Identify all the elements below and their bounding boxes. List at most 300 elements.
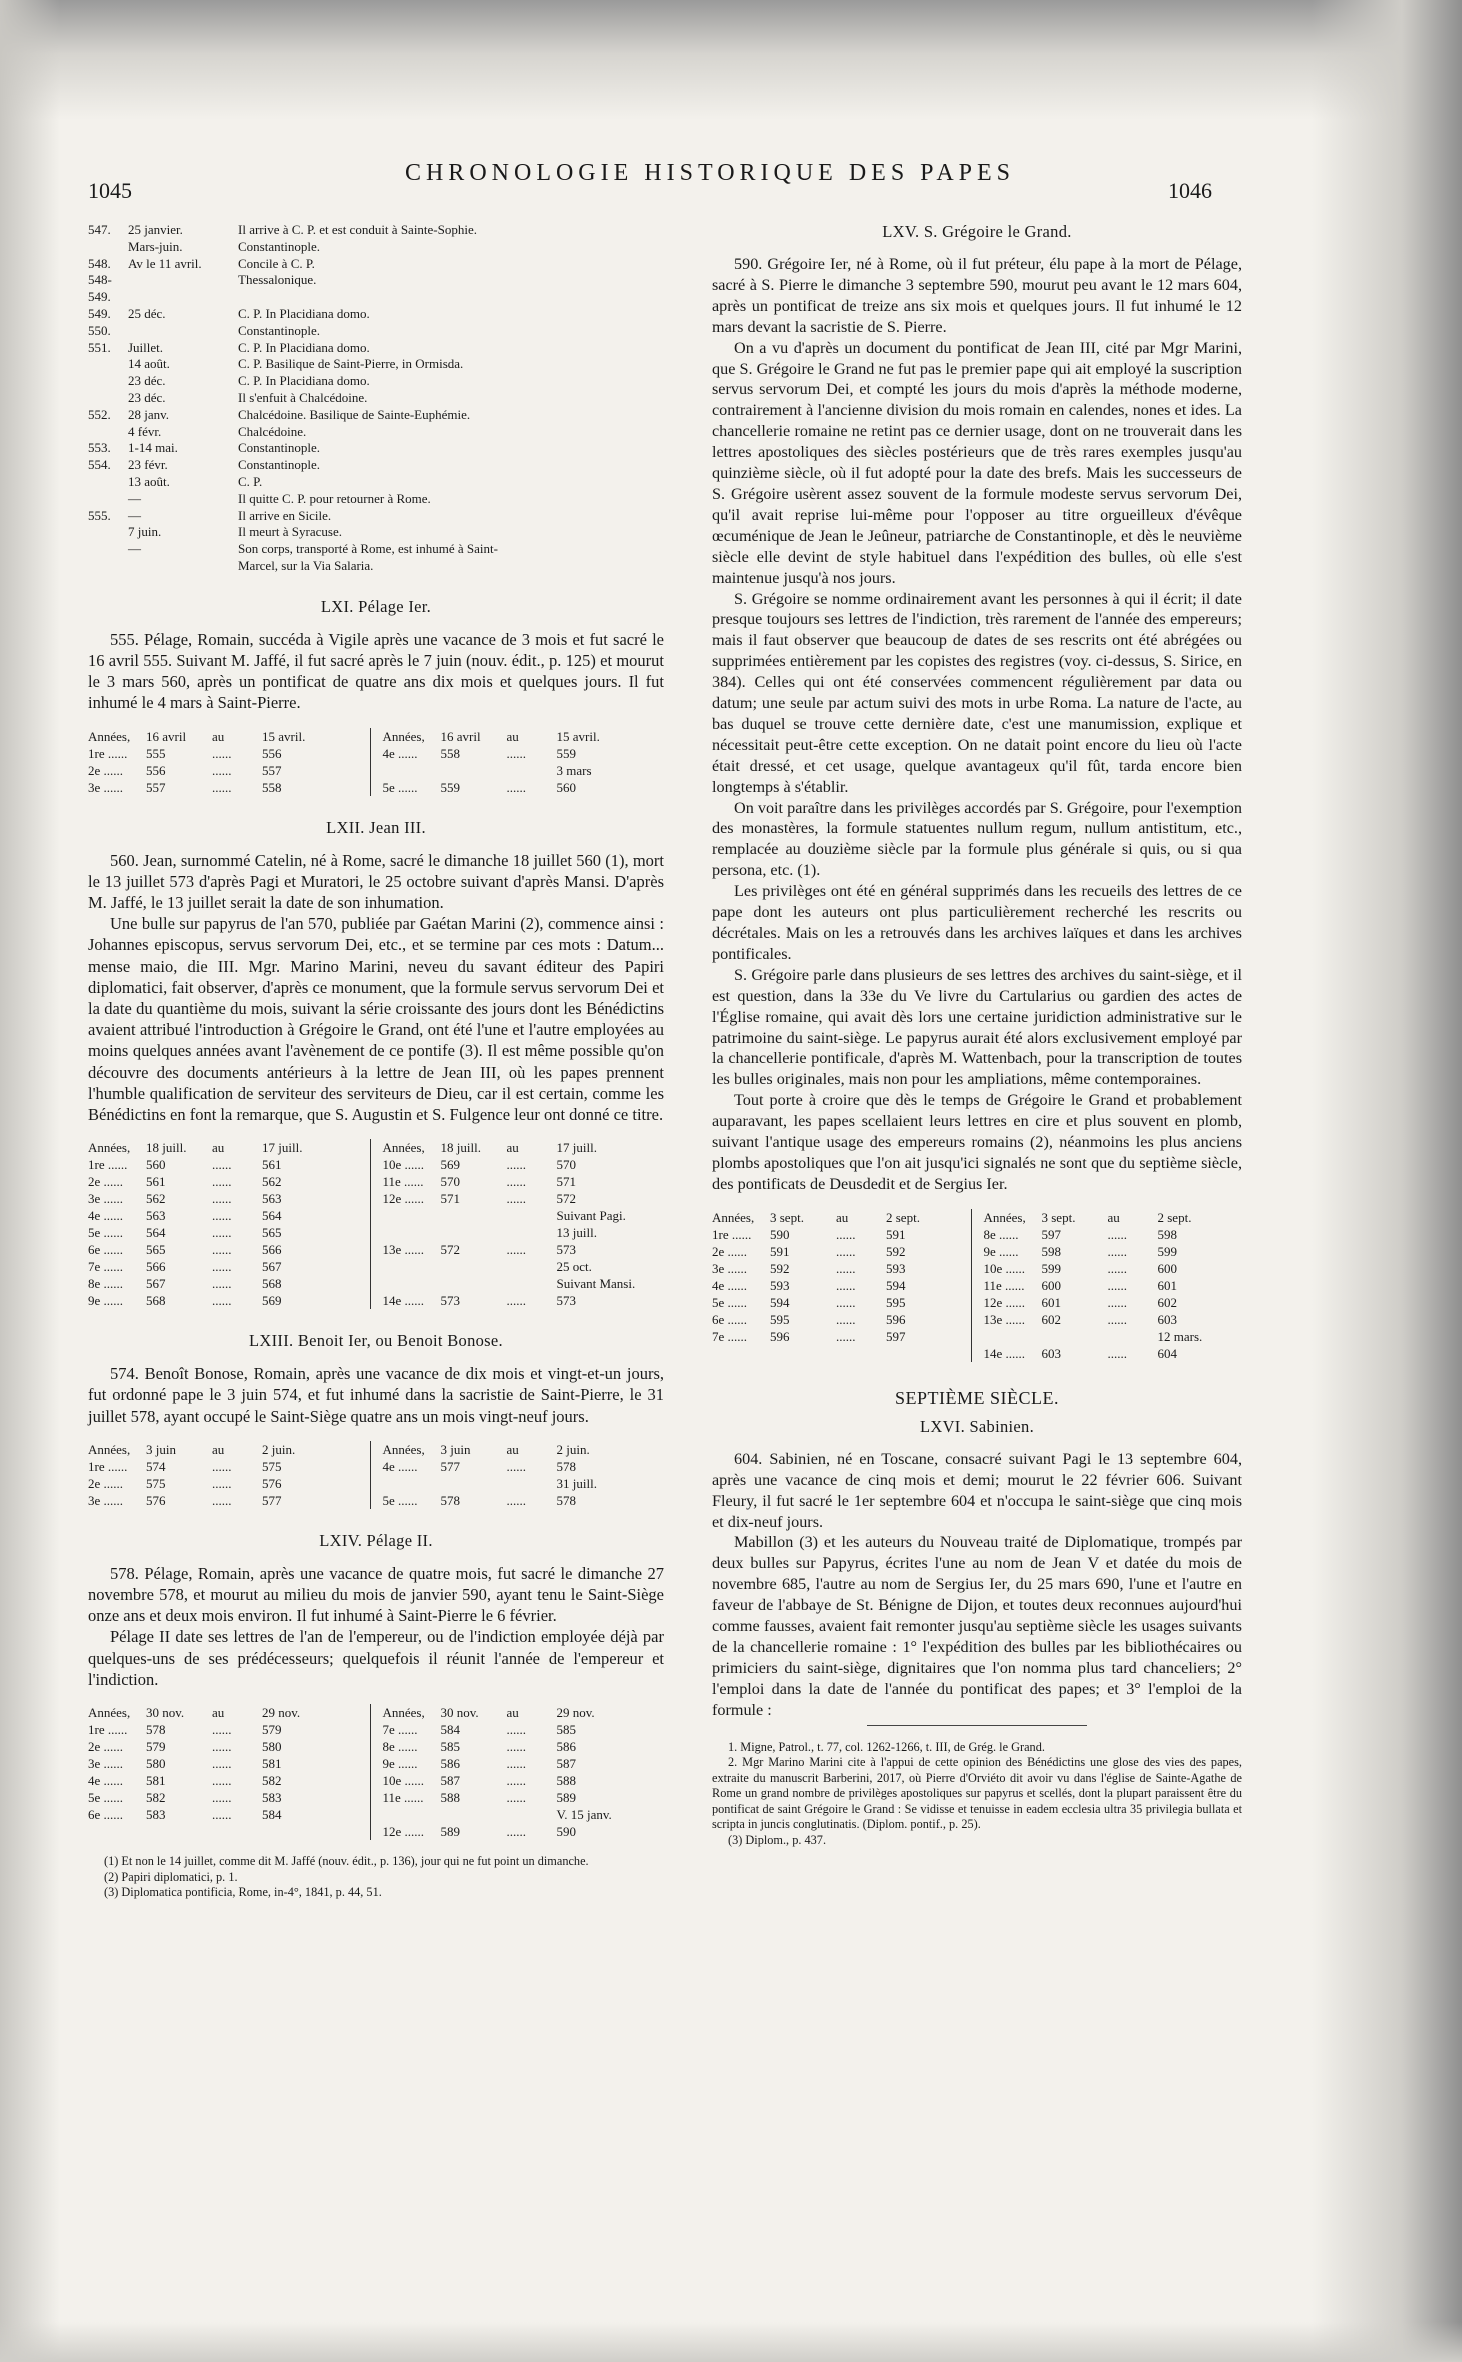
- table-cell: 2e ......: [88, 1739, 124, 1755]
- table-cell: 30 nov.: [146, 1705, 185, 1721]
- footnote: (3) Diplom., p. 437.: [728, 1832, 827, 1847]
- table-cell: 596: [886, 1311, 906, 1327]
- table-row: [383, 1224, 665, 1241]
- table-cell: 5e ......: [88, 1790, 124, 1806]
- table-cell: 594: [886, 1277, 906, 1293]
- chron-date: [128, 272, 238, 306]
- table-cell: ......: [1107, 1311, 1127, 1327]
- chron-year: [88, 558, 128, 575]
- table-cell: 589: [556, 1790, 576, 1806]
- table-cell: 585: [440, 1739, 460, 1755]
- chron-year: 550.: [88, 322, 111, 338]
- table-cell: 17 juill.: [556, 1140, 597, 1156]
- table-cell: ......: [212, 1773, 232, 1789]
- table-cell: ......: [212, 1276, 232, 1292]
- table-cell: 583: [262, 1790, 282, 1806]
- table-cell: 6e ......: [88, 1807, 124, 1823]
- table-row: [383, 1721, 665, 1738]
- chron-year: [88, 541, 128, 558]
- table-cell: 565: [262, 1225, 282, 1241]
- table-cell: ......: [836, 1328, 856, 1344]
- table-cell: [441, 1258, 507, 1275]
- table-cell: 593: [886, 1260, 906, 1276]
- table-cell: au: [212, 728, 225, 744]
- chron-year: [88, 239, 128, 256]
- table-right-half: [971, 1209, 1243, 1362]
- table-cell: 586: [440, 1756, 460, 1772]
- table-cell: 11e ......: [382, 1174, 424, 1190]
- table-cell: Années,: [382, 1705, 425, 1721]
- paragraph: 574. Benoît Bonose, Romain, après une vacance de dix mois et vingt-et-un jours, fut ordonné pape le 3 juin 574, et fut inhumé dans la sacristie de Saint-Pierre, le 31 juillet 578, ayant occupé le Saint-Siège quatre ans un mois vingt-neuf jours.: [88, 1364, 664, 1426]
- table-cell: 594: [770, 1294, 790, 1310]
- table-row: [88, 779, 370, 796]
- table-cell: 15 avril.: [262, 728, 306, 744]
- chron-place: Constantinople.: [238, 440, 320, 456]
- table-cell: [441, 762, 507, 779]
- running-title: CHRONOLOGIE HISTORIQUE DES PAPES: [404, 160, 1016, 186]
- table-cell: 13e ......: [382, 1242, 425, 1258]
- table-cell: ......: [212, 745, 232, 761]
- chron-date: —: [128, 541, 141, 557]
- chron-date: 4 févr.: [128, 423, 162, 439]
- table-cell: au: [212, 1705, 225, 1721]
- table-cell: ......: [1107, 1294, 1127, 1310]
- table-cell: 18 juill.: [146, 1140, 187, 1156]
- chron-date: 25 janvier.: [128, 222, 183, 237]
- table-cell: 591: [886, 1226, 906, 1242]
- table-cell: 11e ......: [983, 1277, 1025, 1293]
- table-cell: [383, 1258, 441, 1275]
- chron-year: 551.: [88, 339, 111, 355]
- chron-place: C. P. In Placidiana domo.: [238, 373, 370, 389]
- chron-place: C. P. Basilique de Saint-Pierre, in Ormisda.: [238, 356, 464, 372]
- table-row: [88, 1156, 370, 1173]
- table-row: [712, 1209, 971, 1226]
- table-row: [88, 1275, 370, 1292]
- chron-place: Il arrive en Sicile.: [238, 507, 332, 523]
- table-row: [383, 1823, 665, 1840]
- table-cell: Années,: [382, 1441, 425, 1457]
- table-cell: 16 avril: [440, 728, 481, 744]
- table-right-half: [370, 1139, 665, 1309]
- table-row: [984, 1294, 1243, 1311]
- regnal-table: [88, 728, 664, 796]
- table-cell: 587: [556, 1756, 576, 1772]
- table-row: [383, 1258, 665, 1275]
- table-cell: 558: [262, 779, 282, 795]
- table-cell: 1re ......: [88, 1458, 128, 1474]
- table-cell: 567: [262, 1259, 282, 1275]
- table-cell: 2 juin.: [262, 1441, 296, 1457]
- table-cell: 2e ......: [88, 762, 124, 778]
- table-cell: 29 nov.: [556, 1705, 595, 1721]
- table-row: [984, 1345, 1243, 1362]
- table-cell: 14e ......: [983, 1345, 1026, 1361]
- table-cell: ......: [506, 1191, 526, 1207]
- table-cell: [507, 1207, 557, 1224]
- chron-date: 28 janv.: [128, 406, 170, 422]
- table-cell: ......: [836, 1294, 856, 1310]
- table-cell: ......: [212, 1790, 232, 1806]
- table-cell: ......: [836, 1277, 856, 1293]
- table-cell: 604: [1157, 1345, 1177, 1361]
- table-left-half: [712, 1209, 971, 1362]
- table-row: [712, 1260, 971, 1277]
- table-cell: 13e ......: [983, 1311, 1026, 1327]
- table-cell: ......: [212, 1756, 232, 1772]
- table-cell: au: [212, 1140, 225, 1156]
- table-cell: 578: [440, 1492, 460, 1508]
- section-heading-pelage1: LXI. Pélage Ier.: [320, 596, 432, 616]
- paragraph: Tout porte à croire que dès le temps de Grégoire le Grand et probablement auparavant, les papes scellaient leurs lettres en cire et plus souvent en plomb, suivant l'antique usage des empereurs romains (2), néanmoins les plus anciens plombs apostoliques que l'on ait jusqu'ici signalés ne sont que du septième siècle, des pontificats de Deusdedit et de Sergius Ier.: [712, 1091, 1242, 1193]
- chron-date: 23 déc.: [128, 389, 166, 405]
- chron-year: [88, 474, 128, 491]
- table-cell: 12e ......: [382, 1191, 425, 1207]
- table-cell: 581: [262, 1756, 282, 1772]
- scan-edge-left: [0, 0, 60, 2362]
- table-cell: [383, 1207, 441, 1224]
- table-row: [88, 1492, 370, 1509]
- chron-date: 1-14 mai.: [128, 440, 178, 456]
- table-cell: ......: [506, 745, 526, 761]
- chron-place: Thessalonique.: [238, 272, 317, 288]
- chron-place: Son corps, transporté à Rome, est inhumé à Saint-: [238, 541, 498, 557]
- table-row: [88, 1738, 370, 1755]
- table-cell: 592: [770, 1260, 790, 1276]
- table-cell: 575: [262, 1458, 282, 1474]
- table-cell: 3e ......: [712, 1260, 748, 1276]
- table-cell: 562: [262, 1174, 282, 1190]
- table-row: [88, 1224, 370, 1241]
- table-cell: 6e ......: [88, 1242, 124, 1258]
- table-row: [88, 1292, 370, 1309]
- table-row: [984, 1209, 1243, 1226]
- table-cell: 8e ......: [88, 1276, 124, 1292]
- table-cell: ......: [836, 1226, 856, 1242]
- itinerary-list: [88, 222, 664, 575]
- table-row: [88, 1190, 370, 1207]
- footnote: (1) Et non le 14 juillet, comme dit M. Jaffé (nouv. édit., p. 136), jour qui ne fut point un dimanche.: [104, 1854, 589, 1869]
- table-row: [88, 1704, 370, 1721]
- paragraph: Une bulle sur papyrus de l'an 570, publiée par Gaétan Marini (2), commence ainsi : Johannes episcopus, servus servorum Dei, etc., et se termine par ces mots : Datum... mense maio, die III. Mgr. Marino Marini, neveu du savant éditeur des Papiri diplomatici, fait observer, d'après ce monument, que la formule servus servorum Dei et la date du quantième du mois, suivant la série croissante des jours dont les Bénédictins avaient attribué l'introduction à Grégoire le Grand, ont été l'une et l'autre employées au moins quelques années avant l'avènement de ce pontife (3). Il est même possible qu'on découvre des documents antérieurs à la lettre de Jean III, où les papes prennent l'humble qualification de serviteur des serviteurs de Dieu, car il est certain, comme les Bénédictins en font la remarque, que S. Augustin et S. Fulgence leur ont donné ce titre.: [88, 914, 664, 1124]
- paragraph: S. Grégoire parle dans plusieurs de ses lettres des archives du saint-siège, et il est question, dans la 33e du Ve livre du Cartularius ou gardien des actes de l'Église romaine, qui avait dès lors une certaine juridiction administrative sur le patrimoine du saint-siège. Le papyrus aurait été alors exclusivement employé par la chancellerie pontificale, d'après M. Wattenbach, pour la transcription de toutes les bulles originales, mais non pour les ampliations, même contemporaines.: [712, 965, 1242, 1089]
- table-cell: [507, 1275, 557, 1292]
- regnal-table: [88, 1441, 664, 1509]
- table-cell: 559: [556, 745, 576, 761]
- table-cell: 600: [1041, 1277, 1061, 1293]
- table-cell: [383, 762, 441, 779]
- table-row: [88, 1475, 370, 1492]
- table-cell: 14e ......: [382, 1293, 425, 1309]
- page-number-right: 1046: [1168, 178, 1212, 203]
- paragraph: S. Grégoire se nomme ordinairement avant les personnes à qui il écrit; il date presque toujours ses lettres de l'indiction, très rarement de l'année des empereurs; mais il faut observer que beaucoup de dates de ses rescrits ont été abrégées ou supprimées entièrement par les copistes des registres (voy. ci-dessus, S. Sirice, en 384). Celles qui ont été conservées commencent régulièrement par data ou datum; une seule par actum suivi des mots in urbe Roma. La nature de l'acte, au bas duquel se trouve cette dernière date, c'est une manumission, explique et nécessitait peut-être cette exception. On ne datait point encore du lieu où l'acte était dressé, et cet usage, quelque avantageux qu'il fût, tarda encore bien longtemps à s'établir.: [712, 589, 1242, 796]
- table-cell: [507, 762, 557, 779]
- table-cell: 3 sept.: [770, 1209, 804, 1225]
- chron-date: —: [128, 507, 141, 523]
- table-cell: 5e ......: [382, 779, 418, 795]
- table-cell: 11e ......: [382, 1790, 424, 1806]
- chron-year: [88, 491, 128, 508]
- table-cell: 558: [440, 745, 460, 761]
- table-cell: 573: [440, 1293, 460, 1309]
- table-cell: ......: [506, 1242, 526, 1258]
- table-cell: 570: [440, 1174, 460, 1190]
- table-cell: 7e ......: [88, 1259, 124, 1275]
- footnotes-left: [88, 1854, 664, 1901]
- table-cell: 589: [440, 1824, 460, 1840]
- table-cell: 10e ......: [382, 1157, 425, 1173]
- table-right-half: [370, 1704, 665, 1840]
- table-row: [88, 728, 370, 745]
- table-cell: 556: [262, 745, 282, 761]
- table-cell: ......: [506, 1824, 526, 1840]
- table-cell: ......: [212, 762, 232, 778]
- chron-date: 13 août.: [128, 473, 170, 489]
- chron-place: Il arrive à C. P. et est conduit à Sainte-Sophie.: [238, 222, 478, 237]
- table-cell: 601: [1157, 1277, 1177, 1293]
- table-cell: 6e ......: [712, 1311, 748, 1327]
- table-cell: ......: [212, 1225, 232, 1241]
- table-cell: Années,: [382, 1140, 425, 1156]
- table-cell: 582: [262, 1773, 282, 1789]
- table-row: [383, 1241, 665, 1258]
- table-cell: ......: [212, 1242, 232, 1258]
- table-row: [383, 1292, 665, 1309]
- table-row: [383, 1755, 665, 1772]
- table-cell: ......: [212, 1191, 232, 1207]
- table-cell: 1re ......: [88, 1157, 128, 1173]
- table-cell: Années,: [983, 1209, 1026, 1225]
- chron-year: [88, 356, 128, 373]
- table-cell: 600: [1157, 1260, 1177, 1276]
- table-cell: 602: [1157, 1294, 1177, 1310]
- table-cell: ......: [836, 1311, 856, 1327]
- table-cell: Années,: [88, 1705, 131, 1721]
- table-cell: 9e ......: [983, 1243, 1019, 1259]
- table-cell: 564: [262, 1208, 282, 1224]
- table-cell: ......: [506, 1157, 526, 1173]
- table-cell: 9e ......: [382, 1756, 418, 1772]
- table-cell: [441, 1224, 507, 1241]
- table-row: [88, 1441, 370, 1458]
- table-row: [88, 1789, 370, 1806]
- century-heading: SEPTIÈME SIÈCLE.: [895, 1387, 1059, 1408]
- table-cell: 572: [556, 1191, 576, 1207]
- table-row: [712, 1294, 971, 1311]
- table-cell: 1re ......: [88, 745, 128, 761]
- right-column: [712, 222, 1242, 1848]
- table-cell: [507, 1475, 557, 1492]
- table-cell: au: [506, 1705, 519, 1721]
- paragraph: On a vu d'après un document du pontificat de Jean III, cité par Mgr Marini, que S. Grégoire le Grand ne fut pas le premier pape qui ait employé la suscription servus servorum Dei, et compté les jours du mois d'après la méthode moderne, contrairement à l'ancienne division du mois romain en calendes, nones et ides. La chancellerie romaine ne retint pas ce dernier usage, dont on ne trouverait dans les lettres apostoliques des siècles postérieurs que de très rares exemples jusqu'au quinzième siècle, où il fut adopté pour la date des brefs. Mais les successeurs de S. Grégoire usèrent assez souvent de la formule modeste servus servorum Dei, qu'il avait reprise lui-même pour l'opposer au titre orgueilleux d'évêque œcuménique de Jean le Jeûneur, patriarche de Constantinople, et dès le neuvième siècle elle devint de style habituel dans l'expédition des bulles, où elle s'est maintenue jusqu'à nos jours.: [712, 338, 1242, 587]
- table-left-half: [88, 1139, 370, 1309]
- table-cell: [441, 1275, 507, 1292]
- chron-date: Mars-juin.: [128, 238, 183, 254]
- table-cell: 570: [556, 1157, 576, 1173]
- table-cell: [441, 1806, 507, 1823]
- table-row: [88, 1458, 370, 1475]
- table-cell: 582: [146, 1790, 166, 1806]
- table-cell: 574: [146, 1458, 166, 1474]
- chron-year: 554.: [88, 457, 111, 473]
- table-cell: 5e ......: [712, 1294, 748, 1310]
- chron-year: [88, 373, 128, 390]
- footnotes-right: [712, 1740, 1242, 1849]
- paragraph: 578. Pélage, Romain, après une vacance de quatre mois, fut sacré le dimanche 27 novembre 578, et mourut au milieu du mois de janvier 590, ayant tenu le Saint-Siège onze ans et deux mois environ. Il fut inhumé à Saint-Pierre le 6 février.: [88, 1563, 664, 1626]
- table-cell: 1re ......: [712, 1226, 752, 1242]
- table-cell: Suivant Mansi.: [556, 1276, 636, 1292]
- table-row: [88, 1207, 370, 1224]
- table-cell: 572: [440, 1242, 460, 1258]
- table-cell: ......: [506, 1293, 526, 1309]
- table-cell: 569: [262, 1293, 282, 1309]
- chron-place: Il meurt à Syracuse.: [238, 524, 342, 540]
- chron-date: [128, 558, 238, 575]
- table-left-half: [88, 1704, 370, 1840]
- table-cell: [383, 1806, 441, 1823]
- table-cell: 557: [146, 779, 166, 795]
- table-cell: 12e ......: [382, 1824, 425, 1840]
- table-cell: 581: [146, 1773, 166, 1789]
- paragraph: 560. Jean, surnommé Catelin, né à Rome, sacré le dimanche 18 juillet 560 (1), mort le 13 juillet 573 d'après Pagi et Muratori, le 25 octobre suivant d'après Mansi. D'après M. Jaffé, le 13 juillet serait la date de son inhumation.: [88, 850, 664, 912]
- chron-place: Constantinople.: [238, 322, 320, 338]
- table-row: [88, 745, 370, 762]
- table-cell: 588: [556, 1773, 576, 1789]
- regnal-table: [88, 1704, 664, 1840]
- table-cell: 596: [770, 1328, 790, 1344]
- table-row: [383, 1806, 665, 1823]
- table-cell: 580: [262, 1739, 282, 1755]
- table-cell: ......: [506, 779, 526, 795]
- table-row: [383, 1772, 665, 1789]
- chron-place: C. P.: [238, 473, 263, 489]
- table-cell: 12 mars.: [1157, 1328, 1203, 1344]
- table-cell: ......: [506, 1492, 526, 1508]
- table-cell: 593: [770, 1277, 790, 1293]
- table-cell: 590: [556, 1824, 576, 1840]
- table-cell: 2 sept.: [886, 1209, 920, 1225]
- table-cell: [507, 1224, 557, 1241]
- table-row: [383, 1190, 665, 1207]
- table-cell: 12e ......: [983, 1294, 1026, 1310]
- table-cell: 7e ......: [382, 1722, 418, 1738]
- table-cell: ......: [506, 1790, 526, 1806]
- table-cell: 10e ......: [382, 1773, 425, 1789]
- table-cell: au: [506, 1441, 519, 1457]
- table-cell: 602: [1041, 1311, 1061, 1327]
- table-cell: ......: [212, 1293, 232, 1309]
- chron-year: 553.: [88, 440, 111, 456]
- table-cell: ......: [212, 1157, 232, 1173]
- table-cell: 566: [262, 1242, 282, 1258]
- table-row: [88, 1755, 370, 1772]
- table-cell: 18 juill.: [440, 1140, 481, 1156]
- table-row: [88, 1139, 370, 1156]
- table-cell: 599: [1041, 1260, 1061, 1276]
- table-cell: 573: [556, 1293, 576, 1309]
- chron-date: 25 déc.: [128, 305, 166, 321]
- paragraph: Mabillon (3) et les auteurs du Nouveau traité de Diplomatique, trompés par deux bulles sur Papyrus, écrites l'une au nom de Jean V et datée du mois de novembre 685, l'autre au nom de Sergius Ier, du 25 mars 690, l'une et l'autre en faveur de l'abbaye de St. Bénigne de Dijon, et toutes deux reconnues aujourd'hui comme fausses, avaient fait remonter jusqu'au septième siècle les usages suivants de la chancellerie romaine : 1° l'expédition des bulles par les bibliothécaires ou primiciers du saint-siège, dignitaires que l'on nomma plus tard chanceliers; 2° l'emploi dans la date de l'année du pontificat des papes; et 3° l'emploi de la formule :: [712, 1533, 1242, 1719]
- table-cell: 597: [886, 1328, 906, 1344]
- chron-year: 555.: [88, 507, 111, 523]
- footnote: 2. Mgr Marino Marini cite à l'appui de cette opinion des Bénédictins une glose des vies des papes, extraite du manuscrit Barberini, 2017, où Pierre d'Orviéto dit avoir vu dans l'église de Sainte-Agathe de Rome un grand nombre de privilèges apostoliques sur papyrus et scellés, dont la plupart paraissent être du pontificat de saint Grégoire le Grand : Se vidisse et tenuisse in eadem ecclesia ultra 35 privilegia bullata et scripta in juncis conglutinatis. (Diplom. pontif., p. 25).: [712, 1755, 1242, 1832]
- table-row: [712, 1277, 971, 1294]
- table-row: [383, 1275, 665, 1292]
- chron-year: [88, 390, 128, 407]
- table-cell: 5e ......: [88, 1225, 124, 1241]
- table-cell: 29 nov.: [262, 1705, 301, 1721]
- table-cell: ......: [506, 1458, 526, 1474]
- table-cell: ......: [506, 1756, 526, 1772]
- table-row: [712, 1311, 971, 1328]
- table-cell: Années,: [88, 1441, 131, 1457]
- table-cell: ......: [212, 1492, 232, 1508]
- table-cell: 563: [146, 1208, 166, 1224]
- paragraph: Les privilèges ont été en général supprimés dans les recueils des lettres de ce pape dont les auteurs ont plus particulièrement recherché les rescrits ou décrétales. Mais on les a retrouvés dans les archives laïques et dans les archives pontificales.: [712, 882, 1242, 963]
- table-cell: ......: [212, 1259, 232, 1275]
- table-cell: ......: [836, 1243, 856, 1259]
- table-cell: V. 15 janv.: [556, 1807, 612, 1823]
- table-row: [383, 762, 665, 779]
- table-cell: 31 juill.: [556, 1475, 597, 1491]
- table-cell: 7e ......: [712, 1328, 748, 1344]
- chron-place: Concile à C. P.: [238, 255, 315, 271]
- table-right-half: [370, 728, 665, 796]
- table-cell: 3 sept.: [1041, 1209, 1076, 1225]
- table-cell: 563: [262, 1191, 282, 1207]
- chron-place: Il quitte C. P. pour retourner à Rome.: [238, 490, 431, 506]
- table-cell: 595: [886, 1294, 906, 1310]
- table-cell: 556: [146, 762, 166, 778]
- table-cell: ......: [1107, 1260, 1127, 1276]
- table-cell: ......: [836, 1260, 856, 1276]
- table-row: [383, 1139, 665, 1156]
- section-heading-jean3: LXII. Jean III.: [326, 817, 426, 837]
- scan-edge-bottom: [0, 2322, 1462, 2362]
- chron-date: 23 févr.: [128, 457, 168, 473]
- table-cell: au: [836, 1209, 849, 1225]
- table-row: [88, 1173, 370, 1190]
- table-cell: [1108, 1328, 1158, 1345]
- table-cell: 579: [262, 1722, 282, 1738]
- table-cell: ......: [212, 1208, 232, 1224]
- table-cell: 4e ......: [88, 1208, 124, 1224]
- table-row: [88, 1241, 370, 1258]
- table-row: [712, 1328, 971, 1345]
- chron-year: [88, 424, 128, 441]
- table-row: [88, 762, 370, 779]
- table-cell: 13 juill.: [556, 1225, 597, 1241]
- table-cell: 575: [146, 1475, 166, 1491]
- table-row: [383, 779, 665, 796]
- table-cell: ......: [212, 1722, 232, 1738]
- footnote: (2) Papiri diplomatici, p. 1.: [104, 1869, 238, 1884]
- chron-place: Marcel, sur la Via Salaria.: [238, 557, 374, 573]
- paragraph: Pélage II date ses lettres de l'an de l'empereur, ou de l'indiction employée déjà par quelques-uns de ses prédécesseurs; quelquefois il réunit l'année de l'empereur et l'indiction.: [88, 1627, 664, 1689]
- table-row: [383, 1492, 665, 1509]
- table-row: [88, 1258, 370, 1275]
- table-cell: 561: [146, 1174, 166, 1190]
- chron-year: 549.: [88, 305, 111, 321]
- table-cell: 566: [146, 1259, 166, 1275]
- table-cell: [441, 1475, 507, 1492]
- table-cell: 17 juill.: [262, 1140, 303, 1156]
- chron-date: 14 août.: [128, 356, 170, 372]
- table-cell: 601: [1041, 1294, 1061, 1310]
- table-cell: 10e ......: [983, 1260, 1026, 1276]
- section-heading-sabinien: LXVI. Sabinien.: [919, 1416, 1035, 1436]
- chron-date: —: [128, 490, 141, 506]
